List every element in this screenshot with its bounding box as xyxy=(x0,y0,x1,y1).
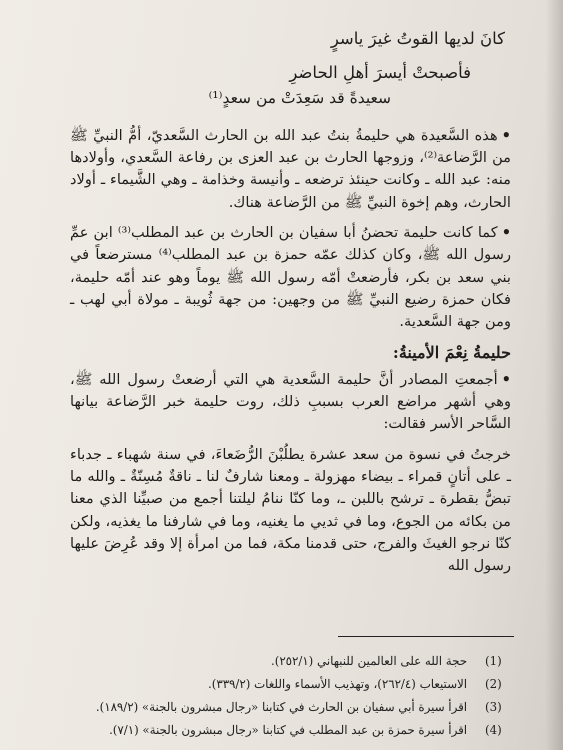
footnote-text: الاستيعاب (٢٦٢/٤)، وتهذيب الأسماء واللغات (٣٣٩/٢). xyxy=(208,677,467,691)
footnote-number: (4) xyxy=(485,723,502,737)
footnote-3 xyxy=(58,700,511,720)
footnote-text: اقرأ سيرة حمزة بن عبد المطلب في كتابنا «رجال مبشرون بالجنة» (٧/١). xyxy=(109,723,467,737)
footnote-number: (1) xyxy=(485,654,502,668)
bullet-mark: • xyxy=(501,126,511,144)
poem-verse-2: فأصبحتْ أيسرَ أهلِ الحاضرِ xyxy=(289,63,471,83)
footnote-divider xyxy=(338,636,514,637)
poem-verse-3: سعيدةً قد سَعِدَتْ من سعدٍ⁽¹⁾ xyxy=(208,88,391,107)
footnote-2 xyxy=(58,677,511,697)
section-heading: حليمةُ نِعْمَ الأمينةُ: xyxy=(392,342,511,362)
paragraph-halima-intro xyxy=(70,125,511,214)
paragraph-text: كما كانت حليمة تحضنُ أبا سفيان بن الحارث بن عبد المطلب⁽³⁾ ابن عمِّ رسول الله ﷺ، وكان كذلك عمّه حمزة بن عبد المطلب⁽⁴⁾ مسترضعاً في بني سعد بن بكر، فأرضعتْ أمّه رسول الله ﷺ يوماً وهو عند أمّه حليمة، فكان حمزة رضيع النبيِّ ﷺ من وجهين: من جهة ثُويبة ـ مولاة أبي لهب ـ ومن جهة السَّعدية. xyxy=(70,224,511,331)
footnote-number: (2) xyxy=(485,677,502,691)
halima-quote: خرجتُ في نسوة من سعد عشرة يطلُبْنَ الرُّضَعاءَ، في سنة شهباء ـ جدباء ـ على أتانٍ قمراء ـ بيضاء مهزولة ـ ومعنا شارفٌ لنا ـ ناقةٌ مُسِنّةٌ ـ والله ما تبضُّ بقطرة ـ ترشح باللبن ـ، وما كنّا ننامُ ليلتنا أجمع من صبيِّنا الذي معنا من بكائه من الجوع، وما في ثديي ما يغنيه، وما في شارفنا ما يغذيه، ولكن كنّا نرجو الغيثَ والفرج، حتى قدمنا مكة، فما من امرأة إلا وقد عُرِضَ عليها رسول الله xyxy=(70,445,511,575)
paragraph-sources xyxy=(70,369,511,436)
paragraph-text: أجمعتِ المصادر أنَّ حليمة السَّعدية هي التي أرضعتْ رسول الله ﷺ، وهي أشهر مراضع العرب بسببِ ذلك، روت حليمة خبر الرَّضاعة بيانها السَّاحر الأسر فقالت: xyxy=(70,370,511,433)
main-text xyxy=(70,28,511,578)
footnote-text: حجة الله على العالمين للنبهاني (٢٥٢/١). xyxy=(270,654,467,668)
page-edge-shadow xyxy=(545,0,563,750)
poem-verse-1: كانَ لديها القوتُ غيرَ ياسرٍ xyxy=(330,29,505,48)
bullet-mark: • xyxy=(501,370,511,388)
paragraph-text: هذه السَّعيدة هي حليمةُ بنتُ عبد الله بن الحارث السَّعديّ، أمُّ النبيِّ ﷺ من الرَّضاعة⁽²⁾، وزوجها الحارث بن عبد العزى بن رفاعة السَّعدي، وأولادها منه: عبد الله ـ وكانت حينئذ ترضعه ـ وأنيسة وخذامة ـ وهي الشَّيماء ـ أولاد الحارث، وهم إخوة النبيِّ ﷺ من الرَّضاعة هناك. xyxy=(70,126,512,211)
footnote-1 xyxy=(58,654,511,674)
paragraph-abu-sufyan xyxy=(70,222,511,333)
footnote-text: اقرأ سيرة أبي سفيان بن الحارث في كتابنا «رجال مبشرون بالجنة» (١٨٩/٢). xyxy=(95,700,467,714)
bullet-mark: • xyxy=(501,224,512,242)
footnote-number: (3) xyxy=(485,700,502,714)
footnote-4 xyxy=(58,723,511,743)
